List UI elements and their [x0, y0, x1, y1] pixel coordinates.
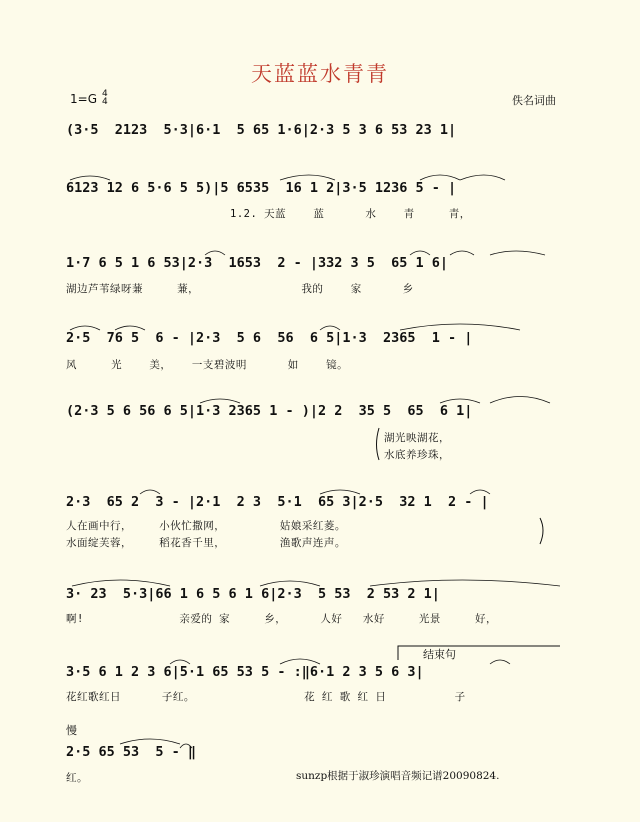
staff-4-lyrics: 风 光 美， 一支碧波明 如 镜。: [66, 359, 349, 371]
verse-bracket-right: [540, 518, 543, 544]
staff-3-notes: 1·7 6 5 1 6 53|2·3 1653 2 - |332 3 5 65 1 6|: [66, 255, 449, 271]
staff-6-lyrics-2: 水面绽芙蓉， 稻花香千里， 渔歌声连声。: [66, 537, 346, 549]
staff-9-lyrics: 红。: [66, 772, 88, 784]
staff-4-notes: 2·5 76 5 6 - |2·3 5 6 56 6 5|1·3 2365 1 - |: [66, 330, 473, 346]
song-title: 天蓝蓝水青青: [251, 62, 389, 86]
verse-bracket-left: [377, 428, 380, 460]
staff-7-notes: 3· 23 5·3|66 1 6 5 6 1 6|2·3 5 53 2 53 2 1|: [66, 586, 440, 602]
composer-credit: 佚名词曲: [512, 94, 556, 107]
staff-8-lyrics: 花红歌红日 子红。 花 红 歌 红 日 子: [66, 691, 466, 703]
ending-label: 结束句: [423, 648, 456, 661]
slow-label: 慢: [66, 724, 77, 737]
staff-6-lyrics: 人在画中行， 小伙忙撒网， 姑娘采红菱。: [66, 520, 346, 532]
staff-2-lyrics: 1.2. 天蓝 蓝 水 青 青，: [230, 208, 471, 220]
staff-1-notes: (3·5 2123 5·3|6·1 5 65 1·6|2·3 5 3 6 53 23 1|: [66, 122, 457, 138]
staff-9-notes: 2·5 65 53 5 - ‖: [66, 744, 197, 760]
ending-bracket: [398, 646, 560, 660]
staff-5-notes: (2·3 5 6 56 6 5|1·3 2365 1 - )|2 2 35 5 65 6 1|: [66, 403, 473, 419]
staff-8-notes: 3·5 6 1 2 3 6|5·1 65 53 5 - :‖6·1 2 3 5 6 3|: [66, 664, 424, 680]
key-signature: 1=G: [70, 92, 97, 106]
staff-7-lyrics: 啊! 亲爱的 家 乡， 人好 水好 光景 好，: [66, 613, 498, 625]
verse-line-2: 水底养珍珠，: [384, 449, 450, 461]
time-signature: 4 4: [102, 89, 108, 107]
staff-6-notes: 2·3 65 2 3 - |2·1 2 3 5·1 65 3|2·5 32 1 2 - |: [66, 494, 489, 510]
staff-2-notes: 6123 12 6 5·6 5 5)|5 6535 16 1 2|3·5 1236 5 - |: [66, 180, 457, 196]
transcription-credit: sunzp根据于淑珍演唱音频记谱20090824.: [296, 770, 500, 782]
staff-3-lyrics: 湖边芦苇绿呀蒹 蒹， 我的 家 乡: [66, 283, 414, 295]
verse-line-1: 湖光映湖花，: [384, 432, 450, 444]
